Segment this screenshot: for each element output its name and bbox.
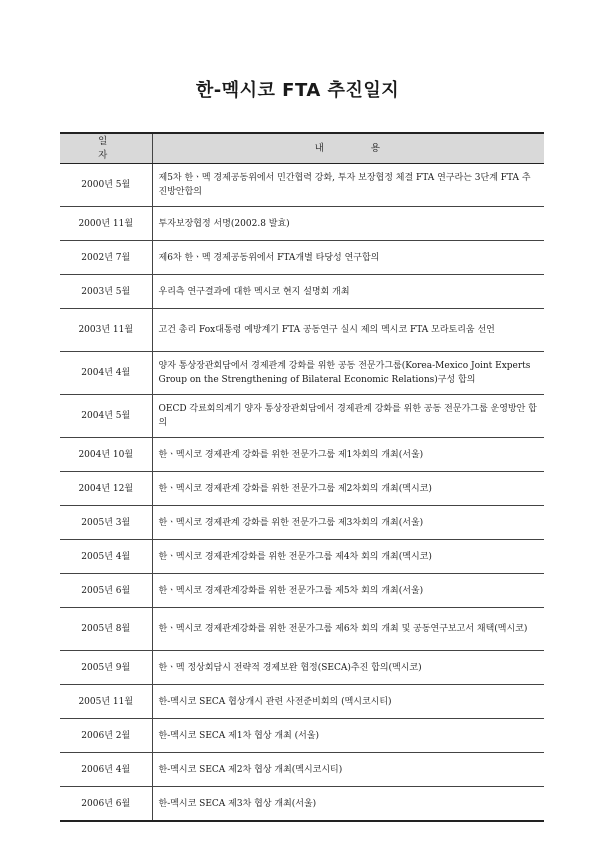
- row-content: 양자 통상장관회담에서 경제관계 강화를 위한 공동 전문가그룹(Korea-Mexico Joint Experts Group on the Strengthening of Bilateral Economic Relations)구성 합의: [152, 352, 544, 395]
- table-row: [60, 395, 544, 438]
- table-row: [60, 241, 544, 275]
- row-date: 2005년 6월: [60, 574, 152, 608]
- fta-timeline-table: [60, 132, 544, 822]
- header-date: 일 자: [60, 133, 152, 164]
- row-date: 2005년 11월: [60, 685, 152, 719]
- table-row: [60, 685, 544, 719]
- row-content: 제5차 한ㆍ멕 경제공동위에서 민간협력 강화, 투자 보장협정 체결 FTA 연구라는 3단계 FTA 추진방안합의: [152, 164, 544, 207]
- table-row: [60, 309, 544, 352]
- row-date: 2003년 11월: [60, 309, 152, 352]
- table-row: [60, 438, 544, 472]
- row-date: 2006년 4월: [60, 753, 152, 787]
- table-row: [60, 164, 544, 207]
- row-content: 한ㆍ멕시코 경제관계 강화를 위한 전문가그룹 제2차회의 개최(멕시코): [152, 472, 544, 506]
- row-date: 2005년 8월: [60, 608, 152, 651]
- row-content: 한ㆍ멕시코 경제관계강화를 위한 전문가그룹 제5차 회의 개최(서울): [152, 574, 544, 608]
- table-row: [60, 506, 544, 540]
- row-content: 한-멕시코 SECA 협상개시 관련 사전준비회의 (멕시코시티): [152, 685, 544, 719]
- row-content: 한ㆍ멕시코 경제관계 강화를 위한 전문가그룹 제3차회의 개최(서울): [152, 506, 544, 540]
- row-content: 고건 총리 Fox대통령 예방계기 FTA 공동연구 실시 제의 멕시코 FTA 모라토리움 선언: [152, 309, 544, 352]
- table-row: [60, 207, 544, 241]
- row-date: 2004년 5월: [60, 395, 152, 438]
- row-content: 한-멕시코 SECA 제1차 협상 개최 (서울): [152, 719, 544, 753]
- table-row: [60, 608, 544, 651]
- row-date: 2005년 9월: [60, 651, 152, 685]
- table-row: [60, 352, 544, 395]
- row-date: 2005년 3월: [60, 506, 152, 540]
- row-date: 2004년 4월: [60, 352, 152, 395]
- row-date: 2004년 10월: [60, 438, 152, 472]
- row-date: 2002년 7월: [60, 241, 152, 275]
- row-content: OECD 각료회의계기 양자 통상장관회담에서 경제관계 강화를 위한 공동 전문가그룹 운영방안 합의: [152, 395, 544, 438]
- row-date: 2006년 6월: [60, 787, 152, 822]
- table-header-row: [60, 133, 544, 164]
- row-content: 한ㆍ멕시코 경제관계강화를 위한 전문가그룹 제4차 회의 개최(멕시코): [152, 540, 544, 574]
- table-row: [60, 472, 544, 506]
- row-date: 2004년 12월: [60, 472, 152, 506]
- row-content: 투자보장협정 서명(2002.8 발효): [152, 207, 544, 241]
- row-date: 2000년 5월: [60, 164, 152, 207]
- row-content: 한ㆍ멕시코 경제관계 강화를 위한 전문가그룹 제1차회의 개최(서울): [152, 438, 544, 472]
- table-row: [60, 540, 544, 574]
- row-content: 제6차 한ㆍ멕 경제공동위에서 FTA개별 타당성 연구합의: [152, 241, 544, 275]
- row-content: 한ㆍ멕 정상회담시 전략적 경제보완 협정(SECA)추진 합의(멕시코): [152, 651, 544, 685]
- row-date: 2006년 2월: [60, 719, 152, 753]
- table-row: [60, 651, 544, 685]
- table-row: [60, 787, 544, 822]
- row-content: 한-멕시코 SECA 제2차 협상 개최(멕시코시티): [152, 753, 544, 787]
- table-row: [60, 719, 544, 753]
- row-date: 2000년 11월: [60, 207, 152, 241]
- row-content: 한-멕시코 SECA 제3차 협상 개최(서울): [152, 787, 544, 822]
- table-row: [60, 574, 544, 608]
- row-date: 2005년 4월: [60, 540, 152, 574]
- row-date: 2003년 5월: [60, 275, 152, 309]
- table-row: [60, 753, 544, 787]
- document-title: 한-멕시코 FTA 추진일지: [195, 80, 400, 101]
- row-content: 우리측 연구결과에 대한 멕시코 현지 설명회 개최: [152, 275, 544, 309]
- row-content: 한ㆍ멕시코 경제관계강화를 위한 전문가그룹 제6차 회의 개최 및 공동연구보고서 채택(멕시코): [152, 608, 544, 651]
- table-row: [60, 275, 544, 309]
- header-content: 내 용: [152, 133, 544, 164]
